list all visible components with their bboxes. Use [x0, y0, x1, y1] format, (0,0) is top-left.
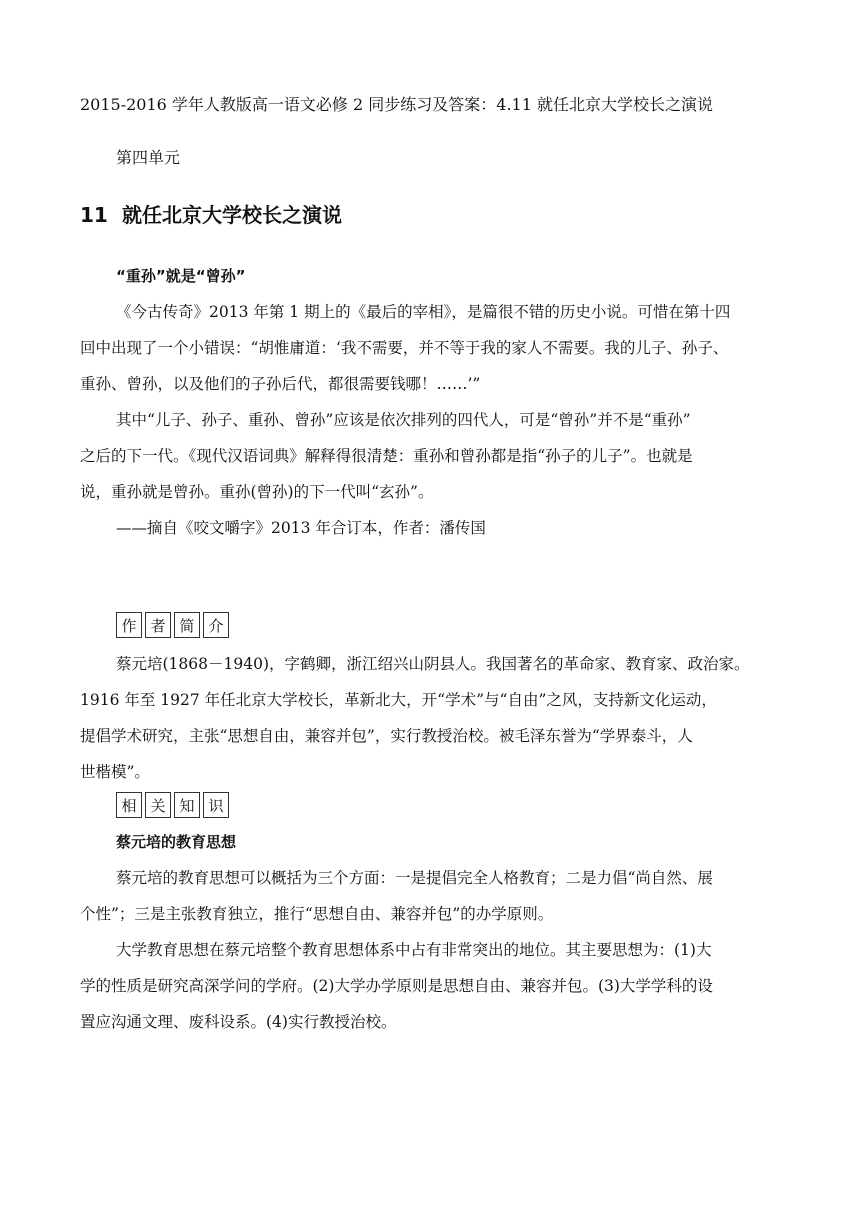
author-line: 提倡学术研究，主张“思想自由，兼容并包”，实行教授治校。被毛泽东誉为“学界泰斗，人 — [80, 727, 693, 745]
label-box: 识 — [203, 792, 229, 818]
author-intro-label — [116, 612, 229, 638]
knowledge-line: 个性”；三是主张教育独立，推行“思想自由、兼容并包”的办学原则。 — [80, 905, 554, 923]
label-box: 相 — [116, 792, 142, 818]
label-box: 关 — [145, 792, 171, 818]
knowledge-label — [116, 792, 229, 818]
reading-line: 之后的下一代。《现代汉语词典》解释得很清楚：重孙和曾孙都是指“孙子的儿子”。也就是 — [80, 447, 693, 465]
knowledge-line: 蔡元培的教育思想可以概括为三个方面：一是提倡完全人格教育；二是力倡“尚自然、展 — [116, 869, 713, 887]
unit-label: 第四单元 — [116, 148, 181, 167]
reading-source: ——摘自《咬文嚼字》2013 年合订本，作者：潘传国 — [116, 519, 486, 537]
label-box: 知 — [174, 792, 200, 818]
reading-line: 回中出现了一个小错误：“胡惟庸道：‘我不需要，并不等于我的家人不需要。我的儿子、孙子、 — [80, 339, 729, 357]
label-box: 者 — [145, 612, 171, 638]
label-box: 作 — [116, 612, 142, 638]
reading-line: 说，重孙就是曾孙。重孙(曾孙)的下一代叫“玄孙”。 — [80, 483, 434, 501]
knowledge-line: 置应沟通文理、废科设系。(4)实行教授治校。 — [80, 1013, 397, 1031]
reading-section — [80, 258, 780, 546]
lesson-title-text: 就任北京大学校长之演说 — [122, 203, 342, 227]
author-line: 1916 年至 1927 年任北京大学校长，革新北大，开“学术”与“自由”之风，支持新文化运动， — [80, 691, 717, 709]
author-line: 蔡元培(1868－1940)，字鹤卿，浙江绍兴山阴县人。我国著名的革命家、教育家、政治家。 — [116, 655, 750, 673]
reading-line: 《今古传奇》2013 年第 1 期上的《最后的宰相》，是篇很不错的历史小说。可惜在第十四 — [116, 303, 731, 321]
lesson-number: 11 — [80, 203, 108, 227]
lesson-title — [80, 202, 342, 228]
knowledge-text — [80, 824, 780, 1040]
knowledge-line: 大学教育思想在蔡元培整个教育思想体系中占有非常突出的地位。其主要思想为：(1)大 — [116, 941, 712, 959]
label-box: 简 — [174, 612, 200, 638]
author-line: 世楷模”。 — [80, 763, 150, 781]
reading-heading: “重孙”就是“曾孙” — [116, 267, 246, 285]
knowledge-heading: 蔡元培的教育思想 — [116, 833, 237, 851]
document-header: 2015-2016 学年人教版高一语文必修 2 同步练习及答案：4.11 就任北京大学校长之演说 — [80, 95, 713, 114]
knowledge-line: 学的性质是研究高深学问的学府。(2)大学办学原则是思想自由、兼容并包。(3)大学学科的设 — [80, 977, 713, 995]
label-box: 介 — [203, 612, 229, 638]
reading-line: 重孙、曾孙，以及他们的子孙后代，都很需要钱哪！……’” — [80, 375, 481, 393]
reading-line: 其中“儿子、孙子、重孙、曾孙”应该是依次排列的四代人，可是“曾孙”并不是“重孙” — [116, 411, 691, 429]
author-intro-text — [80, 646, 780, 790]
